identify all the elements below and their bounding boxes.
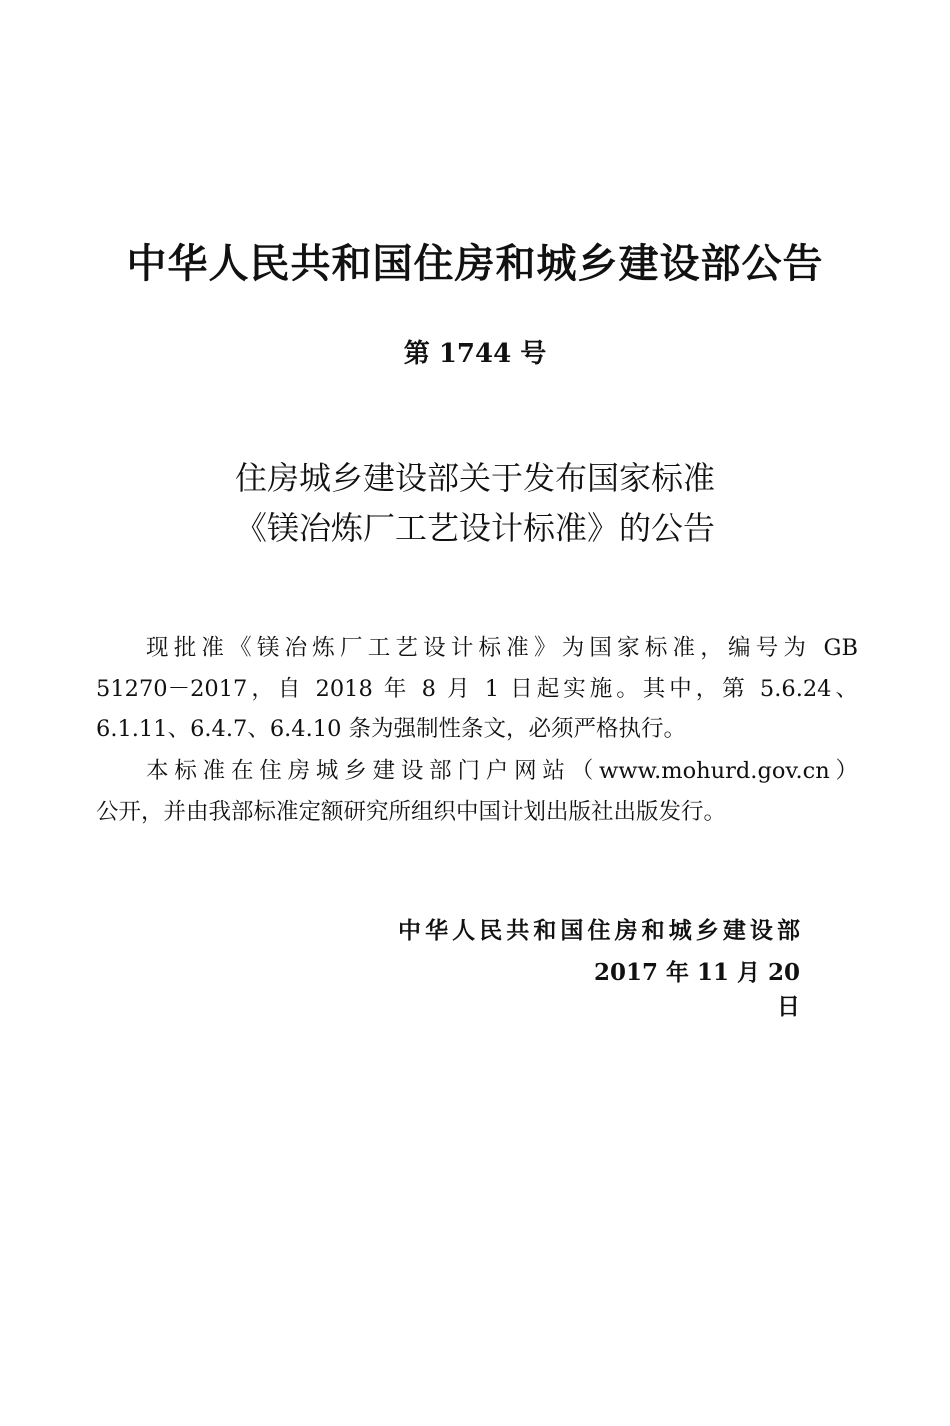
page-title: 中华人民共和国住房和城乡建设部公告 — [126, 241, 824, 287]
paragraph-1-line-1: 现批准《镁冶炼厂工艺设计标准》为国家标准，编号为 GB — [146, 635, 858, 661]
notice-number: 第 1744 号 — [403, 339, 547, 369]
subtitle-line-1: 住房城乡建设部关于发布国家标准 — [234, 459, 715, 497]
paragraph-1-line-2: 51270－2017，自 2018 年 8 月 1 日起实施。其中，第 5.6.24、 — [96, 676, 858, 702]
signature-date: 2017 年 11 月 20 日 — [593, 959, 800, 1020]
paragraph-2-line-2: 公开，并由我部标准定额研究所组织中国计划出版社出版发行。 — [96, 799, 727, 825]
paragraph-2-line-1: 本标准在住房城乡建设部门户网站（www.mohurd.gov.cn） — [146, 758, 858, 784]
signature-organization: 中华人民共和国住房和城乡建设部 — [398, 918, 800, 944]
subtitle-line-2: 《镁冶炼厂工艺设计标准》的公告 — [234, 509, 715, 547]
paragraph-1-line-3: 6.1.11、6.4.7、6.4.10 条为强制性条文，必须严格执行。 — [96, 716, 687, 742]
